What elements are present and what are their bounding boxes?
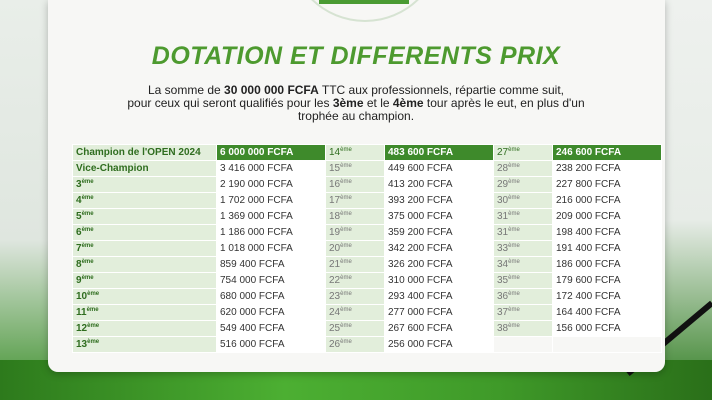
rank-cell [73,305,217,321]
rank-cell [494,273,553,289]
amount-cell: 1 369 000 FCFA [217,209,326,225]
intro-part: pour ceux qui seront qualifiés pour les [127,96,333,110]
rank-cell [494,337,553,353]
rank-cell [326,177,385,193]
rank-suffix: ème [340,147,352,153]
rank-label: 21 [329,259,341,270]
amount-cell: 310 000 FCFA [385,273,494,289]
rank-suffix: ème [81,211,94,217]
rank-cell [326,161,385,177]
amount-cell: 238 200 FCFA [553,161,662,177]
rank-label: 34 [497,259,509,270]
rank-suffix: ème [508,179,520,185]
table-row [73,321,662,337]
rank-label: 24 [329,307,341,318]
rank-label: 25 [329,323,341,334]
rank-suffix: ème [340,195,352,201]
rank-cell [73,321,217,337]
amount-cell: 209 000 FCFA [553,209,662,225]
intro-part: trophée au champion. [297,109,415,123]
amount-cell: 342 200 FCFA [385,241,494,257]
rank-suffix: ème [340,179,352,185]
amount-cell: 326 200 FCFA [385,257,494,273]
rank-suffix: ème [508,291,520,297]
amount-cell: 227 800 FCFA [553,177,662,193]
rank-cell [73,241,217,257]
rank-suffix: ème [508,243,520,249]
rank-suffix: ème [87,323,100,329]
rank-label: Vice-Champion [76,163,149,174]
table-row [73,257,662,273]
rank-suffix: ème [81,179,94,185]
rank-cell [73,177,217,193]
rank-cell [73,273,217,289]
amount-cell: 375 000 FCFA [385,209,494,225]
rank-label: 37 [497,307,509,318]
rank-suffix: ème [508,259,520,265]
table-row [73,273,662,289]
rank-suffix: ème [340,259,352,265]
rank-cell [326,289,385,305]
rank-cell [73,225,217,241]
rank-cell [326,241,385,257]
rank-label: 5 [76,211,82,222]
intro-text [90,84,622,123]
rank-label: 33 [497,243,509,254]
rank-suffix: ème [81,275,94,281]
rank-label: 3 [76,179,82,190]
rank-label: 4 [76,195,82,206]
rank-suffix: ème [508,147,520,153]
rank-label: 20 [329,243,341,254]
rank-suffix: ème [81,259,94,265]
table-row [73,145,662,161]
rank-suffix: ème [340,339,352,345]
rank-label: 13 [76,339,88,350]
rank-label: 11 [76,307,87,318]
rank-suffix: ème [508,163,520,169]
rank-cell [494,193,553,209]
intro-part: TTC aux professionnels, répartie comme suit, [318,83,564,97]
amount-cell: 680 000 FCFA [217,289,326,305]
table-row [73,225,662,241]
amount-cell: 549 400 FCFA [217,321,326,337]
rank-cell [73,209,217,225]
rank-label: 7 [76,243,82,254]
rank-suffix: ème [87,339,100,345]
amount-cell: 859 400 FCFA [217,257,326,273]
rank-cell [326,337,385,353]
rank-suffix: ème [81,227,94,233]
table-row [73,193,662,209]
intro-total-amount: 30 000 000 FCFA [224,83,319,97]
rank-cell [494,177,553,193]
rank-cell [73,161,217,177]
rank-cell [326,273,385,289]
amount-cell: 191 400 FCFA [553,241,662,257]
rank-suffix: ème [340,307,352,313]
amount-cell: 483 600 FCFA [385,145,494,161]
rank-label: 35 [497,275,509,286]
amount-cell: 1 018 000 FCFA [217,241,326,257]
rank-label: 9 [76,275,82,286]
rank-suffix: ème [81,243,94,249]
amount-cell: 359 200 FCFA [385,225,494,241]
rank-label: 31 [497,227,509,238]
table-row [73,241,662,257]
rank-cell [326,145,385,161]
rank-cell [326,225,385,241]
rank-suffix: ème [87,291,100,297]
amount-cell: 413 200 FCFA [385,177,494,193]
amount-cell: 156 000 FCFA [553,321,662,337]
rank-label: 31 [497,211,509,222]
intro-round-3: 3ème [332,96,364,110]
rank-cell [494,257,553,273]
amount-cell: 2 190 000 FCFA [217,177,326,193]
rank-cell [494,289,553,305]
rank-suffix: ème [340,211,352,217]
rank-label: 36 [497,291,509,302]
rank-suffix: ème [340,243,352,249]
table-row [73,161,662,177]
amount-cell: 1 702 000 FCFA [217,193,326,209]
rank-suffix: ème [340,163,352,169]
amount-cell: 620 000 FCFA [217,305,326,321]
intro-part: tour après le eut, en plus d'un [423,96,585,110]
rank-label: 15 [329,163,341,174]
prize-table [72,144,662,353]
rank-label: 12 [76,323,88,334]
rank-cell [326,257,385,273]
rank-suffix: ème [340,291,352,297]
rank-cell [494,161,553,177]
table-row [73,289,662,305]
amount-cell: 1 186 000 FCFA [217,225,326,241]
rank-label: 27 [497,147,509,158]
rank-suffix: ème [508,323,520,329]
rank-label: 18 [329,211,341,222]
rank-cell [73,289,217,305]
rank-suffix: ème [86,307,99,313]
rank-cell [494,225,553,241]
amount-cell: 516 000 FCFA [217,337,326,353]
rank-suffix: ème [508,307,520,313]
rank-label: 38 [497,323,509,334]
amount-cell: 3 416 000 FCFA [217,161,326,177]
rank-cell [326,209,385,225]
logo-bar [319,0,409,4]
amount-cell: 6 000 000 FCFA [217,145,326,161]
rank-suffix: ème [508,275,520,281]
table-row [73,337,662,353]
rank-cell [326,321,385,337]
rank-cell [494,241,553,257]
rank-label: 19 [329,227,341,238]
amount-cell: 393 200 FCFA [385,193,494,209]
amount-cell: 256 000 FCFA [385,337,494,353]
rank-label: 30 [497,195,509,206]
rank-label: 29 [497,179,509,190]
amount-cell: 293 400 FCFA [385,289,494,305]
rank-label: 23 [329,291,341,302]
table-row [73,305,662,321]
rank-label: 14 [329,147,341,158]
rank-cell [494,305,553,321]
rank-cell [326,305,385,321]
rank-cell [494,145,553,161]
rank-label: 6 [76,227,82,238]
amount-cell: 198 400 FCFA [553,225,662,241]
rank-cell [73,337,217,353]
rank-label: 8 [76,259,82,270]
rank-label: Champion de l'OPEN 2024 [76,147,201,158]
rank-cell [494,209,553,225]
amount-cell: 277 000 FCFA [385,305,494,321]
rank-suffix: ème [340,275,352,281]
rank-suffix: ème [508,195,520,201]
table-row [73,177,662,193]
intro-part: La somme de [148,83,225,97]
amount-cell: 449 600 FCFA [385,161,494,177]
amount-cell: 216 000 FCFA [553,193,662,209]
rank-cell [326,193,385,209]
amount-cell: 186 000 FCFA [553,257,662,273]
amount-cell: 267 600 FCFA [385,321,494,337]
amount-cell: 179 600 FCFA [553,273,662,289]
amount-cell [553,337,662,353]
rank-cell [73,193,217,209]
rank-cell [494,321,553,337]
rank-label: 17 [329,195,341,206]
amount-cell: 246 600 FCFA [553,145,662,161]
rank-label: 26 [329,339,341,350]
rank-suffix: ème [340,227,352,233]
rank-suffix: ème [340,323,352,329]
rank-cell [73,257,217,273]
rank-label: 16 [329,179,341,190]
intro-part: et le [363,96,393,110]
rank-suffix: ème [508,227,520,233]
page-title: DOTATION ET DIFFERENTS PRIX [151,42,561,70]
rank-suffix: ème [81,195,94,201]
intro-round-4: 4ème [392,96,424,110]
rank-label: 28 [497,163,509,174]
rank-label: 10 [76,291,88,302]
table-row [73,209,662,225]
amount-cell: 164 400 FCFA [553,305,662,321]
amount-cell: 172 400 FCFA [553,289,662,305]
rank-suffix: ème [508,211,520,217]
amount-cell: 754 000 FCFA [217,273,326,289]
rank-cell [73,145,217,161]
rank-label: 22 [329,275,341,286]
